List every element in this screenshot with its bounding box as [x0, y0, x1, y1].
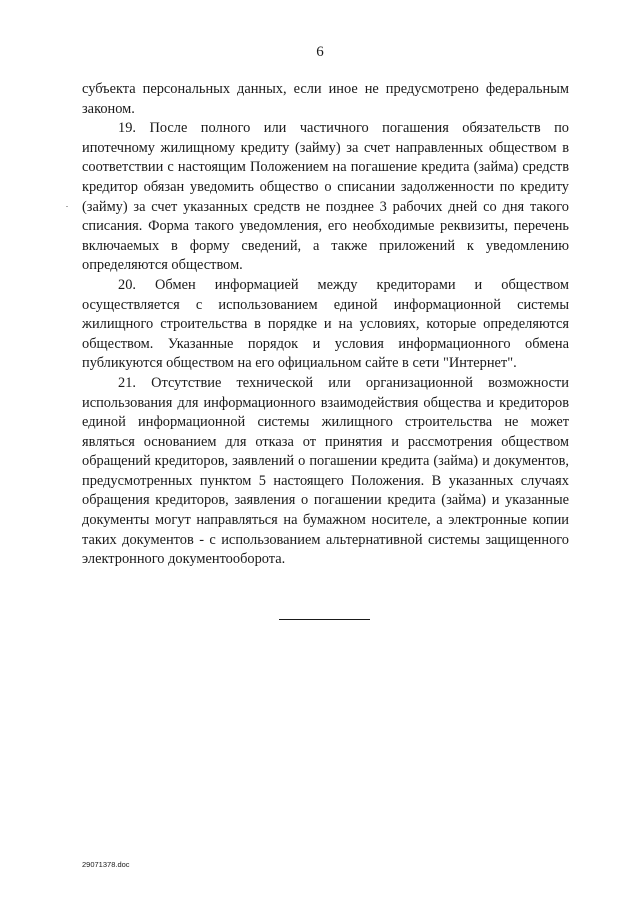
scan-speck [66, 206, 68, 207]
footer-filename: 29071378.doc [82, 860, 130, 869]
paragraph-19: 19. После полного или частичного погашения обязательств по ипотечному жилищному кредиту (займу) за счет направленных обществом в соответствии с настоящим Положением на погашение кредита (займа) средств кредитор обязан уведомить общество о списании задолженности по кредиту (займу) за счет указанных средств не позднее 3 рабочих дней со дня такого списания. Форма такого уведомления, его необходимые реквизиты, перечень включаемых в форму сведений, а также приложений к уведомлению определяются обществом. [82, 120, 569, 274]
paragraph-21: 21. Отсутствие технической или организационной возможности использования для информационного взаимодействия общества и кредиторов единой информационной системы жилищного строительства не может являться основанием для отказа от принятия и рассмотрения обществом обращений кредиторов, заявлений о погашении кредита (займа) и документов, предусмотренных пунктом 5 настоящего Положения. В указанных случаях обращения кредиторов, заявления о погашении кредита (займа) и указанные документы могут направляться на бумажном носителе, а электронные копии таких документов - с использованием альтернативной системы защищенного электронного документооборота. [82, 374, 569, 568]
document-body [82, 80, 569, 570]
end-of-document-rule [279, 619, 370, 620]
paragraph-continuation: субъекта персональных данных, если иное не предусмотрено федеральным законом. [82, 81, 569, 117]
paragraph-20: 20. Обмен информацией между кредиторами и обществом осуществляется с использованием единой информационной системы жилищного строительства в порядке и на условиях, которые определяются обществом. Указанные порядок и условия информационного обмена публикуются обществом на его официальном сайте в сети "Интернет". [82, 276, 569, 372]
page-number: 6 [316, 44, 324, 60]
